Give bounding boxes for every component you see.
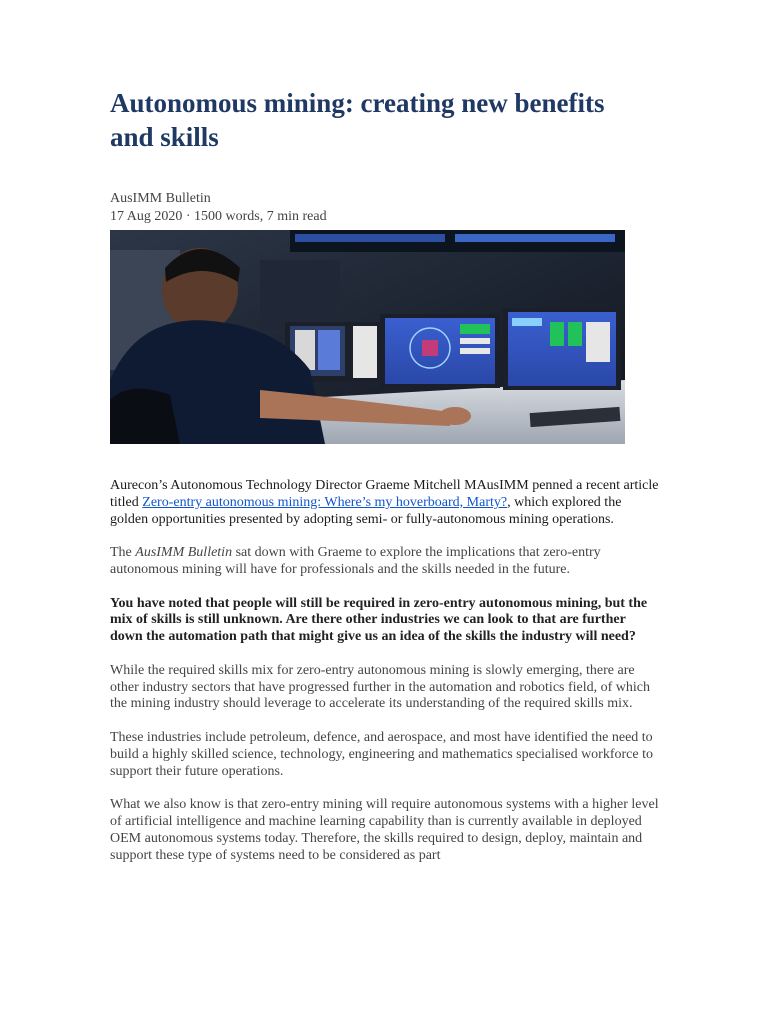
paragraph-skills-mix: While the required skills mix for zero-entry autonomous mining is slowly emerging, there are other industry sectors that have progressed further in the automation and robotics field, of which the mining industry should leverage to accelerate its understanding of the required skills mix. <box>110 662 651 712</box>
publish-meta-line: 17 Aug 2020 · 1500 words, 7 min read <box>110 209 327 224</box>
related-article-link[interactable]: Zero-entry autonomous mining: Where’s my hoverboard, Marty? <box>142 494 508 510</box>
paragraph-industries: These industries include petroleum, defence, and aerospace, and most have identified the need to build a highly skilled science, technology, engineering and mathematics specialised workforce to support their future operations. <box>110 729 653 779</box>
interview-question: You have noted that people will still be required in zero-entry autonomous mining, but the mix of skills is still unknown. Are there other industries we can look to that are further down the automation path that might give us an idea of the skills the industry will need? <box>110 595 648 645</box>
intro-text-after: , which explored the golden opportunities presented by adopting semi- or fully-autonomous mining operations. <box>110 494 622 527</box>
interview-intro-before: The <box>110 545 136 561</box>
article-body <box>110 478 660 881</box>
publication-name-italic: AusIMM Bulletin <box>135 545 233 561</box>
article-meta <box>110 190 327 226</box>
intro-text-before: Aurecon’s Autonomous Technology Director Graeme Mitchell MAusIMM penned a recent article titled <box>110 478 659 510</box>
paragraph-interview-intro <box>110 545 660 579</box>
publication-name: AusIMM Bulletin <box>110 191 211 206</box>
article-title: Autonomous mining: creating new benefits and skills <box>110 88 605 152</box>
paragraph-intro <box>110 478 660 528</box>
paragraph-ai-systems: What we also know is that zero-entry mining will require autonomous systems with a higher level of artificial intelligence and machine learning capability than is currently available in deployed OEM autonomous systems today. Therefore, the skills required to design, deploy, maintain and support these type of systems need to be considered as part <box>110 797 659 863</box>
hero-image <box>110 230 625 444</box>
interview-intro-after: sat down with Graeme to explore the implications that zero-entry autonomous mining will have for professionals and the skills needed in the future. <box>110 545 601 577</box>
control-room-illustration <box>110 230 625 444</box>
